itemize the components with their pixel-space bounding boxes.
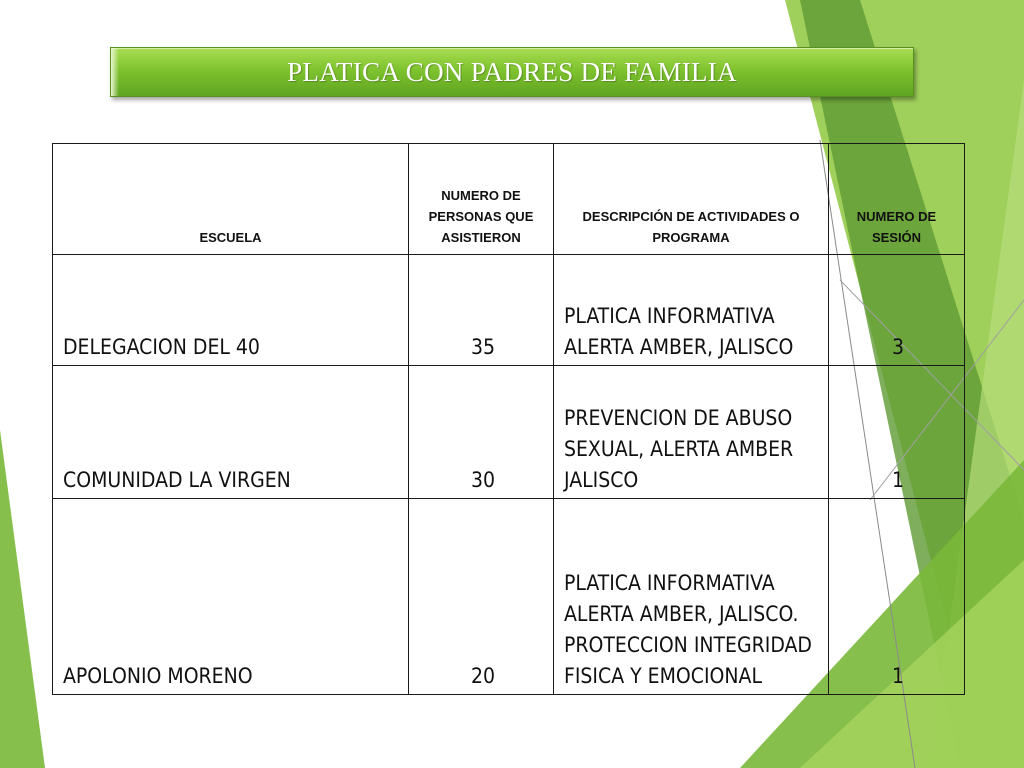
cell-school: DELEGACION DEL 40 xyxy=(53,255,409,366)
header-attendees: NUMERO DE PERSONAS QUE ASISTIERON xyxy=(409,144,554,255)
cell-attendees: 35 xyxy=(409,255,554,366)
cell-description: PLATICA INFORMATIVA ALERTA AMBER, JALISCO xyxy=(554,255,829,366)
cell-attendees: 20 xyxy=(409,499,554,695)
table-header-row xyxy=(53,144,965,255)
cell-description: PLATICA INFORMATIVA ALERTA AMBER, JALISCO. PROTECCION INTEGRIDAD FISICA Y EMOCIONAL xyxy=(554,499,829,695)
cell-school: APOLONIO MORENO xyxy=(53,499,409,695)
slide-title: PLATICA CON PADRES DE FAMILIA xyxy=(287,56,737,87)
table-row xyxy=(53,366,965,499)
left-green-strip xyxy=(0,430,45,768)
title-banner xyxy=(110,47,914,97)
header-school: ESCUELA xyxy=(53,144,409,255)
header-session: NUMERO DE SESIÓN xyxy=(829,144,965,255)
table-row xyxy=(53,499,965,695)
cell-session: 1 xyxy=(829,499,965,695)
table-row xyxy=(53,255,965,366)
cell-school: COMUNIDAD LA VIRGEN xyxy=(53,366,409,499)
cell-attendees: 30 xyxy=(409,366,554,499)
cell-description: PREVENCION DE ABUSO SEXUAL, ALERTA AMBER JALISCO xyxy=(554,366,829,499)
header-description: DESCRIPCIÓN DE ACTIVIDADES O PROGRAMA xyxy=(554,144,829,255)
cell-session: 1 xyxy=(829,366,965,499)
cell-session: 3 xyxy=(829,255,965,366)
activities-table xyxy=(52,143,965,695)
